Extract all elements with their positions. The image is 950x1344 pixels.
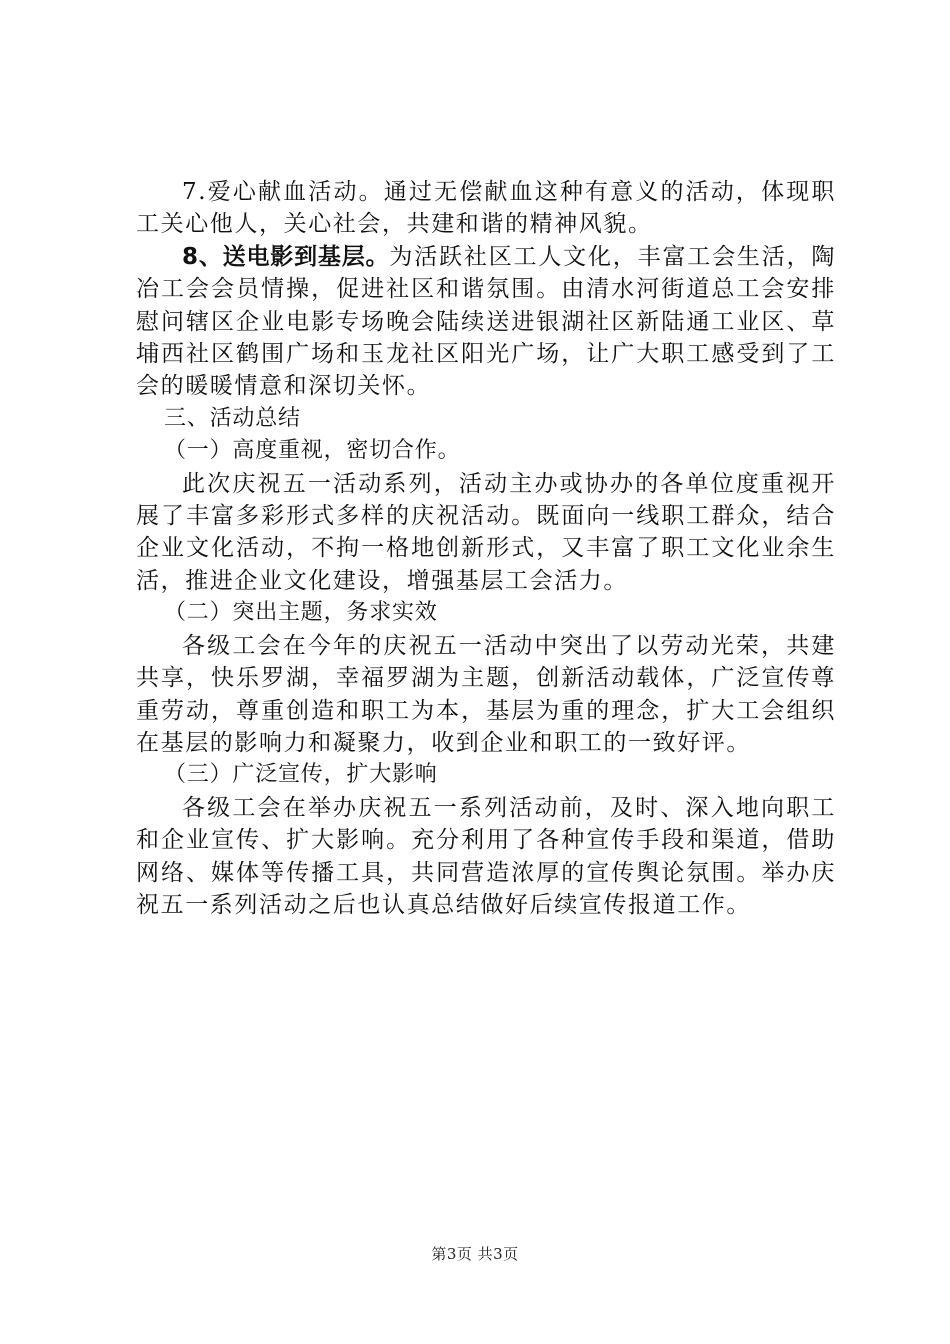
item-8-body: 为活跃社区工人文化，丰富工会生活，陶冶工会会员情操，促进社区和谐氛围。由清水河街道总工会安排慰问辖区企业电影专场晚会陆续送进银湖社区新陆通工业区、草埔西社区鹤围广场和玉龙社区阳光广场，让广大职工感受到了工会的暖暖情意和深切关怀。 [136,243,836,400]
item-8-lead: 8、送电影到基层。 [182,243,390,270]
document-body [136,176,836,921]
subsection-1-heading: （一）高度重视，密切合作。 [164,438,461,464]
subsection-3-heading: （三）广泛宣传，扩大影响 [164,762,438,788]
page-number-footer: 第3页 共3页 [431,1245,519,1263]
item-7-paragraph [136,176,836,241]
subsection-2-paragraph: 各级工会在今年的庆祝五一活动中突出了以劳动光荣，共建共享，快乐罗湖，幸福罗湖为主题，创新活动载体，广泛宣传尊重劳动，尊重创造和职工为本，基层为重的理念，扩大工会组织在基层的影响力和凝聚力，收到企业和职工的一致好评。 [136,632,836,756]
subsection-3-paragraph: 各级工会在举办庆祝五一系列活动前，及时、深入地向职工和企业宣传、扩大影响。充分利用了各种宣传手段和渠道，借助网络、媒体等传播工具，共同营造浓厚的宣传舆论氛围。举办庆祝五一系列活动之后也认真总结做好后续宣传报道工作。 [136,794,836,918]
item-7-lead: 7.爱心献血活动。 [182,179,384,205]
section-3-heading: 三、活动总结 [164,405,301,431]
subsection-2-heading: （二）突出主题，务求实效 [164,600,438,626]
item-8-paragraph [136,241,836,403]
subsection-1-paragraph: 此次庆祝五一活动系列，活动主办或协办的各单位度重视开展了丰富多彩形式多样的庆祝活动。既面向一线职工群众，结合企业文化活动，不拘一格地创新形式，又丰富了职工文化业余生活，推进企业文化建设，增强基层工会活力。 [136,470,836,594]
item-7-body: 通过无偿献血这种有意义的活动，体现职工关心他人，关心社会，共建和谐的精神风貌。 [136,179,836,238]
